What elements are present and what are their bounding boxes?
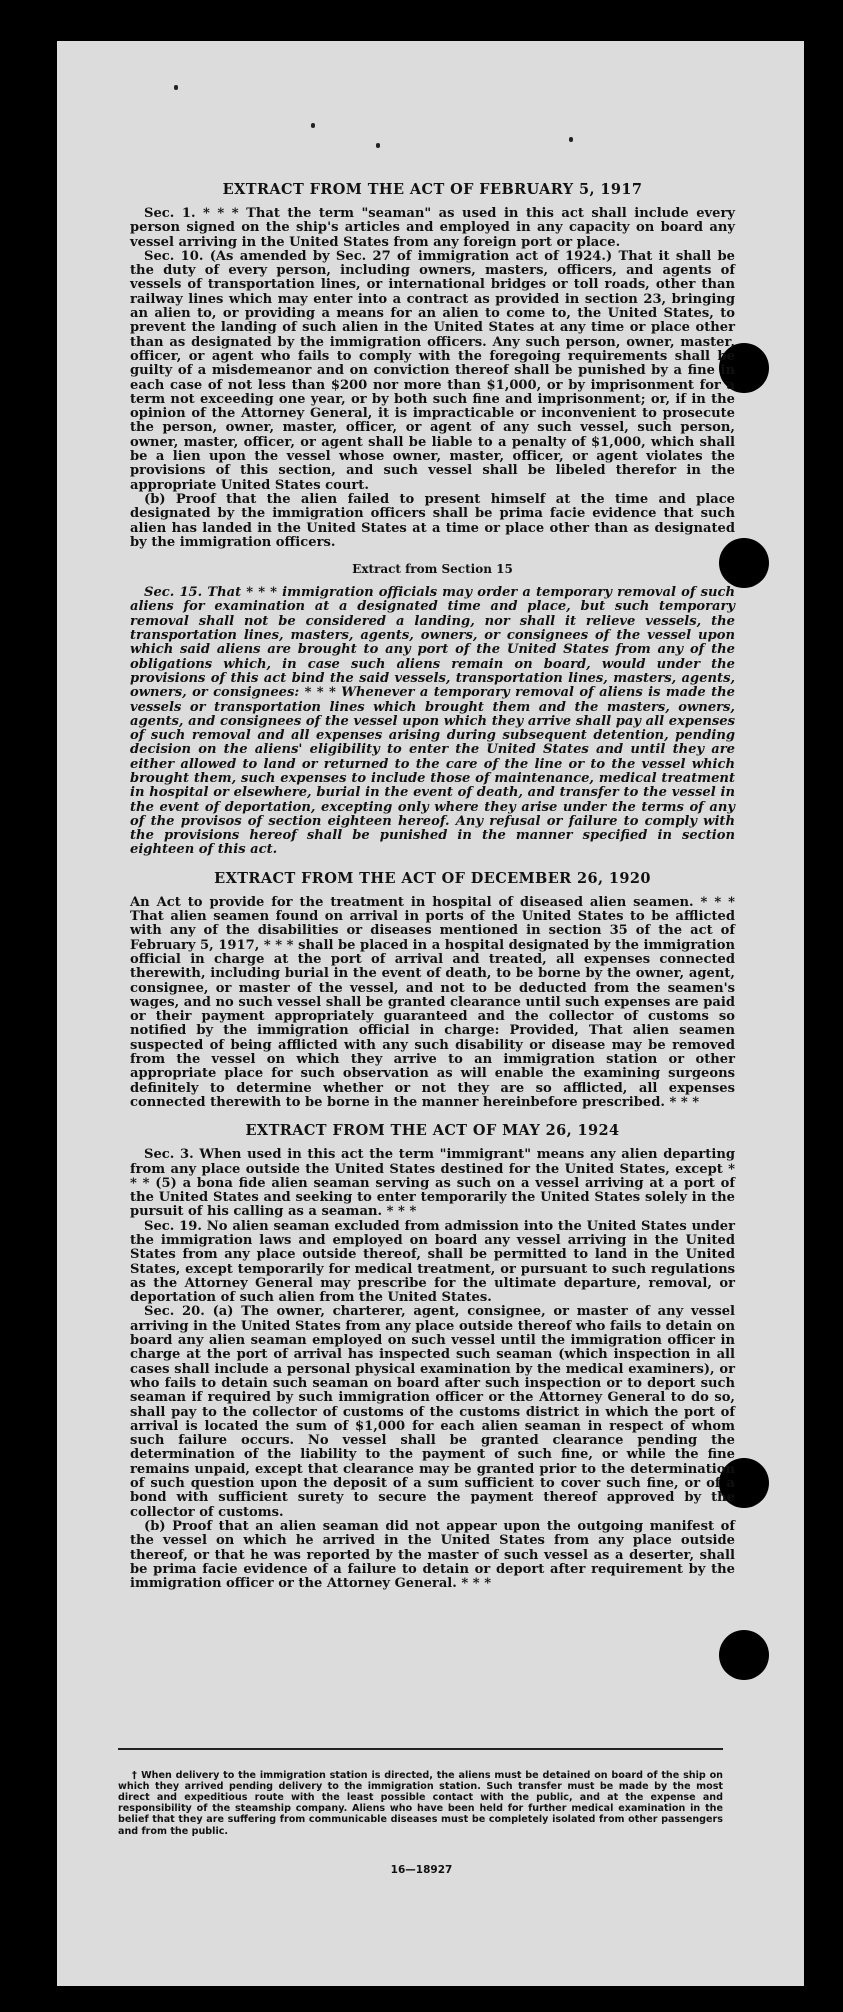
paragraph-sec-3: Sec. 3. When used in this act the term "immigrant" means any alien departing from any place outside the United States destined for the United States, except * * * (5) a bona fide alien seaman serving as such on a vessel arriving at a port of the United States and seeking to enter temporarily the United States solely in the pursuit of his calling as a seaman. * * * [130,1147,735,1220]
scan-speck [569,137,573,142]
document-body [130,181,735,1591]
scan-speck [376,143,380,148]
document-page [57,41,804,1986]
punch-hole [719,1630,769,1680]
section-heading-may-1924: EXTRACT FROM THE ACT OF MAY 26, 1924 [245,1122,620,1140]
scan-speck [311,123,315,128]
paragraph-sec-19: Sec. 19. No alien seaman excluded from admission into the United States under the immigration laws and employed on board any vessel arriving in the United States from any place outside thereof, shall be permitted to land in the United States, except temporarily for medical treatment, or pursuant to such regulations as the Attorney General may prescribe for the ultimate departure, removal, or deportation of such alien from the United States. [130,1218,735,1306]
paragraph-sec-10-b: (b) Proof that the alien failed to present himself at the time and place designated by the immigration officers shall be prima facie evidence that such alien has landed in the United States at a time or place other than as designated by the immigration officers. [130,491,735,550]
paragraph-sec-15: Sec. 15. That * * * immigration officials may order a temporary removal of such aliens for examination at a designated time and place, but such temporary removal shall not be considered a landing, nor shall it relieve vessels, the transportation lines, masters, agents, owners, or consignees of the vessel upon which said aliens are brought to any port of the United States from any of the obligations which, in case such aliens remain on board, would under the provisions of this act bind the said vessels, transportation lines, masters, agents, owners, or consignees: * * * Whenever a temporary removal of aliens is made the vessels or transportation lines which brought them and the masters, owners, agents, and consignees of the vessel upon which they arrive shall pay all expenses of such removal and all expenses arising during subsequent detention, pending decision on the aliens' eligibility to enter the United States and until they are either allowed to land or returned to the care of the line or to the vessel which brought them, such expenses to include those of maintenance, medical treatment in hospital or elsewhere, burial in the event of death, and transfer to the vessel in the event of deportation, excepting only where they arise under the terms of any of the provisos of section eighteen hereof. Any refusal or failure to comply with the provisions hereof shall be punished in the manner specified in section eighteen of this act. [130,585,735,858]
form-number: 16—18927 [390,1864,453,1876]
scan-speck [174,85,178,90]
subheading-section-15: Extract from Section 15 [352,562,513,577]
footnote-divider [118,1748,723,1750]
section-heading-feb-1917: EXTRACT FROM THE ACT OF FEBRUARY 5, 1917 [222,181,643,198]
footnote: † When delivery to the immigration station is directed, the aliens must be detained on board of the ship on which they arrived pending delivery to the immigration station. Such transfer must be made by the most direct and expeditious route with the least possible contact with the public, and at the expense and responsibility of the steamship company. Aliens who have been held for further medical examination in the belief that they are suffering from communicable diseases must be completely isolated from other passengers and from the public. [118,1769,723,1837]
spacer [130,1110,735,1122]
paragraph-sec-20-a: Sec. 20. (a) The owner, charterer, agent, consignee, or master of any vessel arriving in the United States from any place outside thereof who fails to detain on board any alien seaman employed on such vessel until the immigration officer in charge at the port of arrival has inspected such seaman (which inspection in all cases shall include a personal physical examination by the medical examiners), or who fails to detain such seaman on board after such inspection or to deport such seaman if required by such immigration officer or the Attorney General to do so, shall pay to the collector of customs of the customs district in which the port of arrival is located the sum of $1,000 for each alien seaman in respect of whom such failure occurs. No vessel shall be granted clearance pending the determination of the liability to the payment of such fine, or while the fine remains unpaid, except that clearance may be granted prior to the determination of such question upon the deposit of a sum sufficient to cover such fine, or of a bond with sufficient surety to secure the payment thereof approved by the collector of customs. [130,1304,735,1520]
paragraph-sec-20-b: (b) Proof that an alien seaman did not appear upon the outgoing manifest of the vessel on which he arrived in the United States from any place outside thereof, or that he was reported by the master of such vessel as a deserter, shall be prima facie evidence of a failure to detain or deport after requirement by the immigration officer or the Attorney General. * * * [130,1518,735,1592]
paragraph-sec-1: Sec. 1. * * * That the term "seaman" as used in this act shall include every person signed on the ship's articles and employed in any capacity on board any vessel arriving in the United States from any foreign port or place. [130,206,735,250]
paragraph-sec-10: Sec. 10. (As amended by Sec. 27 of immigration act of 1924.) That it shall be the duty of every person, including owners, masters, officers, and agents of vessels of transportation lines, or international bridges or toll roads, other than railway lines which may enter into a contract as provided in section 23, bringing an alien to, or providing a means for an alien to come to, the United States, to prevent the landing of such alien in the United States at any time or place other than as designated by the immigration officers. Any such person, owner, master, officer, or agent who fails to comply with the foregoing requirements shall be guilty of a misdemeanor and on conviction thereof shall be punished by a fine in each case of not less than $200 nor more than $1,000, or by imprisonment for a term not exceeding one year, or by both such fine and imprisonment; or, if in the opinion of the Attorney General, it is impracticable or inconvenient to prosecute the person, owner, master, officer, or agent of any such vessel, such person, owner, master, officer, or agent shall be liable to a penalty of $1,000, which shall be a lien upon the vessel whose owner, master, officer, or agent violates the provisions of this section, and such vessel shall be libeled therefor in the appropriate United States court. [130,248,735,493]
spacer [130,858,735,870]
paragraph-act-1920: An Act to provide for the treatment in hospital of diseased alien seamen. * * * That alien seamen found on arrival in ports of the United States to be afflicted with any of the disabilities or diseases mentioned in section 35 of the act of February 5, 1917, * * * shall be placed in a hospital designated by the immigration official in charge at the port of arrival and treated, all expenses connected therewith, including burial in the event of death, to be borne by the owner, agent, consignee, or master of the vessel, and not to be deducted from the seamen's wages, and no such vessel shall be granted clearance until such expenses are paid or their payment appropriately guaranteed and the collector of customs so notified by the immigration official in charge: Provided, That alien seamen suspected of being afflicted with any such disability or disease may be removed from the vessel on which they arrive to an immigration station or other appropriate place for such observation as will enable the examining surgeons definitely to determine whether or not they are so afflicted, all expenses connected therewith to be borne in the manner hereinbefore prescribed. * * * [130,894,735,1110]
section-heading-dec-1920: EXTRACT FROM THE ACT OF DECEMBER 26, 1920 [214,869,651,887]
